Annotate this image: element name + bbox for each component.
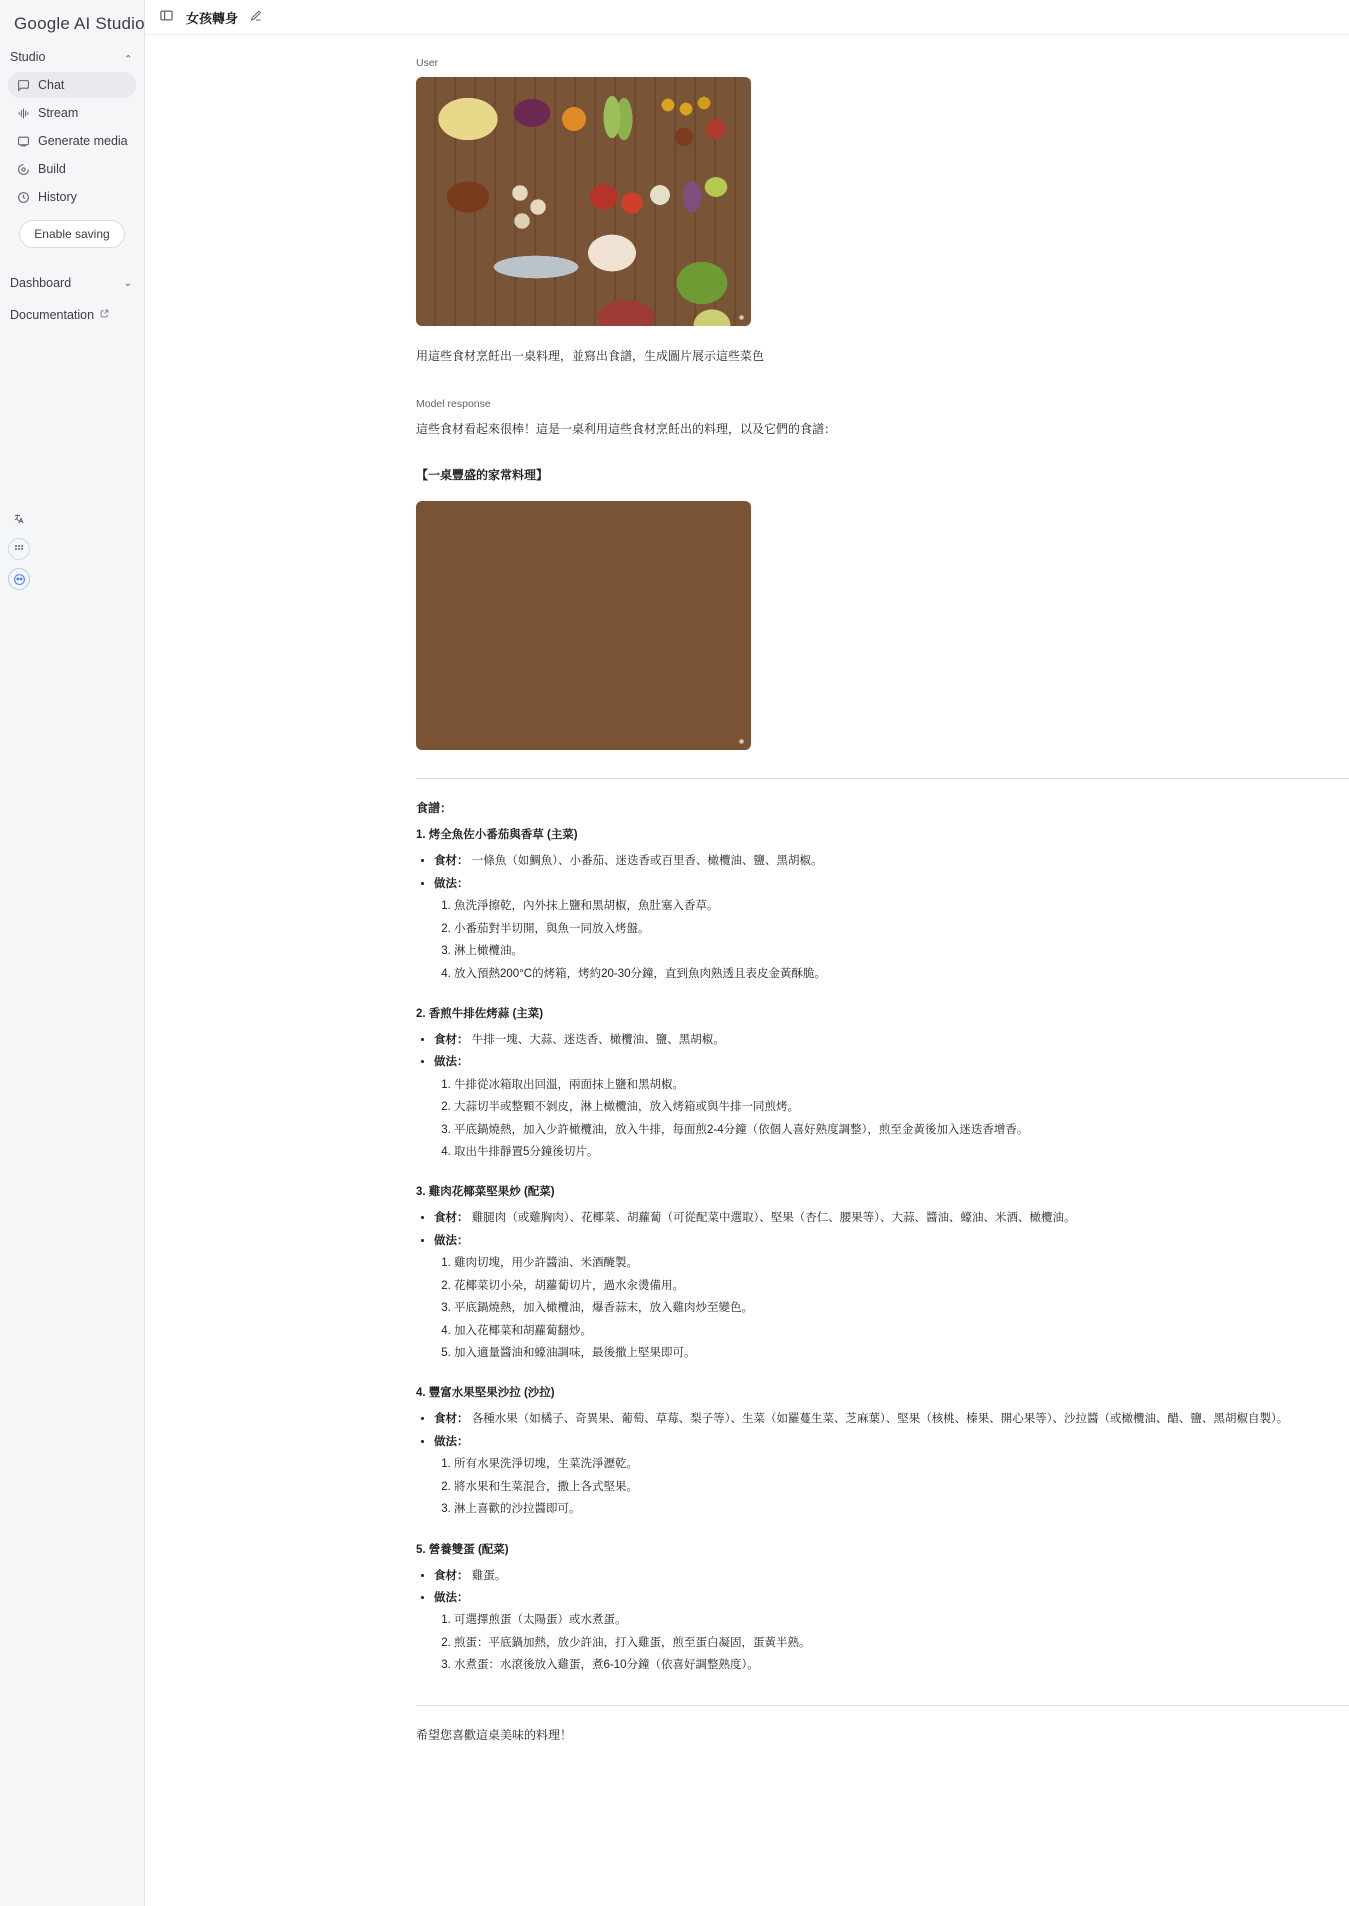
sidebar-item-label: Stream xyxy=(38,106,79,120)
recipe-item xyxy=(416,1005,1349,1164)
user-turn xyxy=(416,57,1079,368)
recipe-method xyxy=(434,1431,1349,1521)
recipe-title: 4. 豐富水果堅果沙拉 (沙拉) xyxy=(416,1387,555,1400)
method-step: 2. 煎蛋：平底鍋加熱，放少許油，打入雞蛋，煎至蛋白凝固，蛋黃半熟。 xyxy=(454,1632,1349,1654)
ingredients-label: 食材： xyxy=(434,1413,469,1426)
recipe-ingredients xyxy=(434,1207,1349,1229)
sidebar-item-label: Generate media xyxy=(38,134,128,148)
user-uploaded-image[interactable] xyxy=(416,77,751,326)
recipes-block xyxy=(416,778,1349,1742)
method-step: 2. 將水果和生菜混合，撒上各式堅果。 xyxy=(454,1476,1349,1498)
recipe-title: 2. 香煎牛排佐烤蒜 (主菜) xyxy=(416,1007,544,1020)
recipe-item xyxy=(416,1384,1349,1520)
recipe-ingredients xyxy=(434,1408,1349,1430)
method-step: 4. 加入花椰菜和胡蘿蔔翻炒。 xyxy=(454,1320,1349,1342)
method-step: 3. 水煮蛋：水滾後放入雞蛋，煮6-10分鐘（依喜好調整熟度）。 xyxy=(454,1654,1349,1676)
recipe-body xyxy=(434,1408,1349,1520)
ingredients-text: 各種水果（如橘子、奇異果、葡萄、草莓、梨子等）、生菜（如羅蔓生菜、芝麻葉）、堅果（核桃、榛果、開心果等）、沙拉醬（或橄欖油、醋、鹽、黑胡椒自製）。 xyxy=(471,1413,1289,1426)
recipe-method xyxy=(434,1051,1349,1163)
main-area xyxy=(145,0,1349,1906)
method-steps xyxy=(454,1453,1349,1520)
method-steps xyxy=(454,1074,1349,1164)
sidebar-footer xyxy=(0,500,145,598)
enable-saving-button[interactable]: Enable saving xyxy=(19,220,124,248)
build-icon xyxy=(16,162,30,176)
user-prompt-text: 用這些食材烹飪出一桌料理，並寫出食譜，生成圖片展示這些菜色 xyxy=(416,349,765,363)
top-bar xyxy=(145,0,1349,35)
closing-text: 希望您喜歡這桌美味的料理！ xyxy=(416,1727,573,1742)
recipe-ingredients xyxy=(434,850,1349,872)
sidebar-item-chat[interactable] xyxy=(8,72,136,98)
model-heading: 【一桌豐盛的家常料理】 xyxy=(416,468,549,483)
method-step: 3. 淋上喜歡的沙拉醬即可。 xyxy=(454,1498,1349,1520)
method-label: 做法： xyxy=(434,1056,469,1069)
sidebar-item-label: Chat xyxy=(38,78,65,92)
method-step: 3. 平底鍋燒熱，加入橄欖油，爆香蒜末，放入雞肉炒至變色。 xyxy=(454,1297,1349,1319)
model-generated-image[interactable] xyxy=(416,501,751,750)
method-step: 2. 大蒜切半或整顆不剝皮，淋上橄欖油，放入烤箱或與牛排一同煎烤。 xyxy=(454,1096,1349,1118)
method-label: 做法： xyxy=(434,1234,469,1247)
method-step: 2. 花椰菜切小朵，胡蘿蔔切片，過水汆燙備用。 xyxy=(454,1275,1349,1297)
model-role-label: Model response xyxy=(416,397,491,410)
recipe-item xyxy=(416,1541,1349,1677)
image-watermark-icon xyxy=(738,738,745,745)
method-step: 4. 放入預熱200°C的烤箱，烤約20-30分鐘，直到魚肉熟透且表皮金黃酥脆。 xyxy=(454,963,1349,985)
gemini-icon[interactable] xyxy=(8,568,30,590)
user-role-label: User xyxy=(416,57,439,69)
ingredients-label: 食材： xyxy=(434,1033,469,1046)
recipe-body xyxy=(434,850,1349,985)
external-link-icon xyxy=(100,309,109,321)
recipe-ingredients xyxy=(434,1029,1349,1051)
method-step: 3. 平底鍋燒熱，加入少許橄欖油，放入牛排，每面煎2-4分鐘（依個人喜好熟度調整），煎至金黃後加入迷迭香增香。 xyxy=(454,1119,1349,1141)
method-step: 1. 雞肉切塊，用少許醬油、米酒醃製。 xyxy=(454,1252,1349,1274)
recipe-title: 5. 營養雙蛋 (配菜) xyxy=(416,1543,509,1556)
sidebar xyxy=(0,0,145,1906)
recipe-method xyxy=(434,1230,1349,1365)
sidebar-item-label: Build xyxy=(38,162,66,176)
sidebar-item-stream[interactable] xyxy=(8,100,136,126)
page-title: 女孩轉身 xyxy=(186,10,239,26)
image-watermark-icon xyxy=(738,314,745,321)
divider xyxy=(416,778,1349,779)
sidebar-item-generate-media[interactable] xyxy=(8,128,136,154)
ingredients-text: 雞蛋。 xyxy=(471,1569,507,1582)
history-icon xyxy=(16,190,30,204)
recipe-body xyxy=(434,1565,1349,1677)
recipe-ingredients xyxy=(434,1565,1349,1587)
recipe-title: 3. 雞肉花椰菜堅果炒 (配菜) xyxy=(416,1186,555,1199)
chevron-up-icon: ⌄ xyxy=(123,51,132,63)
ingredients-text: 牛排一塊、大蒜、迷迭香、橄欖油、鹽、黑胡椒。 xyxy=(471,1033,725,1046)
model-turn xyxy=(416,398,1079,751)
divider xyxy=(416,1705,1349,1706)
sidebar-item-build[interactable] xyxy=(8,156,136,182)
recipe-item xyxy=(416,1183,1349,1364)
sidebar-item-documentation[interactable] xyxy=(0,302,144,328)
translate-icon[interactable] xyxy=(8,508,30,530)
recipe-method xyxy=(434,1587,1349,1677)
method-step: 1. 可選擇煎蛋（太陽蛋）或水煮蛋。 xyxy=(454,1609,1349,1631)
method-step: 2. 小番茄對半切開，與魚一同放入烤盤。 xyxy=(454,918,1349,940)
method-label: 做法： xyxy=(434,1435,469,1448)
sidebar-item-history[interactable] xyxy=(8,184,136,210)
apps-grid-icon[interactable] xyxy=(8,538,30,560)
ingredients-label: 食材： xyxy=(434,855,469,868)
method-step: 1. 牛排從冰箱取出回溫，兩面抹上鹽和黑胡椒。 xyxy=(454,1074,1349,1096)
media-icon xyxy=(16,134,30,148)
recipe-body xyxy=(434,1029,1349,1164)
sidebar-section-dashboard-label: Dashboard xyxy=(10,276,72,290)
method-steps xyxy=(454,1252,1349,1364)
method-label: 做法： xyxy=(434,1591,469,1604)
recipe-title: 1. 烤全魚佐小番茄與香草 (主菜) xyxy=(416,829,578,842)
sidebar-item-label: History xyxy=(38,190,77,204)
chevron-down-icon: ⌄ xyxy=(123,277,132,289)
sidebar-item-documentation-label: Documentation xyxy=(10,308,95,322)
recipe-method xyxy=(434,873,1349,985)
method-steps xyxy=(454,895,1349,985)
panel-toggle-icon[interactable] xyxy=(159,8,174,26)
edit-pencil-icon[interactable] xyxy=(250,10,262,25)
sidebar-section-studio-label: Studio xyxy=(10,50,46,64)
model-intro-text: 這些食材看起來很棒！這是一桌利用這些食材烹飪出的料理，以及它們的食譜： xyxy=(416,421,837,436)
sidebar-section-dashboard[interactable] xyxy=(0,270,144,296)
method-step: 5. 加入適量醬油和蠔油調味，最後撒上堅果即可。 xyxy=(454,1342,1349,1364)
recipe-body xyxy=(434,1207,1349,1364)
ingredients-text: 一條魚（如鯛魚）、小番茄、迷迭香或百里香、橄欖油、鹽、黑胡椒。 xyxy=(471,855,823,868)
stream-icon xyxy=(16,106,30,120)
ingredients-text: 雞腿肉（或雞胸肉）、花椰菜、胡蘿蔔（可從配菜中選取）、堅果（杏仁、腰果等）、大蒜、醬油、蠔油、米酒、橄欖油。 xyxy=(471,1212,1076,1225)
method-step: 1. 所有水果洗淨切塊，生菜洗淨瀝乾。 xyxy=(454,1453,1349,1475)
recipes-title: 食譜： xyxy=(416,801,453,816)
method-step: 3. 淋上橄欖油。 xyxy=(454,940,1349,962)
method-step: 1. 魚洗淨擦乾，內外抹上鹽和黑胡椒，魚肚塞入香草。 xyxy=(454,895,1349,917)
ingredients-label: 食材： xyxy=(434,1212,469,1225)
chat-icon xyxy=(16,78,30,92)
conversation xyxy=(145,35,1349,1783)
sidebar-section-studio[interactable] xyxy=(0,44,144,70)
recipe-item xyxy=(416,826,1349,985)
method-step: 4. 取出牛排靜置5分鐘後切片。 xyxy=(454,1141,1349,1163)
method-label: 做法： xyxy=(434,877,469,890)
ingredients-label: 食材： xyxy=(434,1569,469,1582)
method-steps xyxy=(454,1609,1349,1676)
app-brand: Google AI Studio xyxy=(14,14,145,33)
